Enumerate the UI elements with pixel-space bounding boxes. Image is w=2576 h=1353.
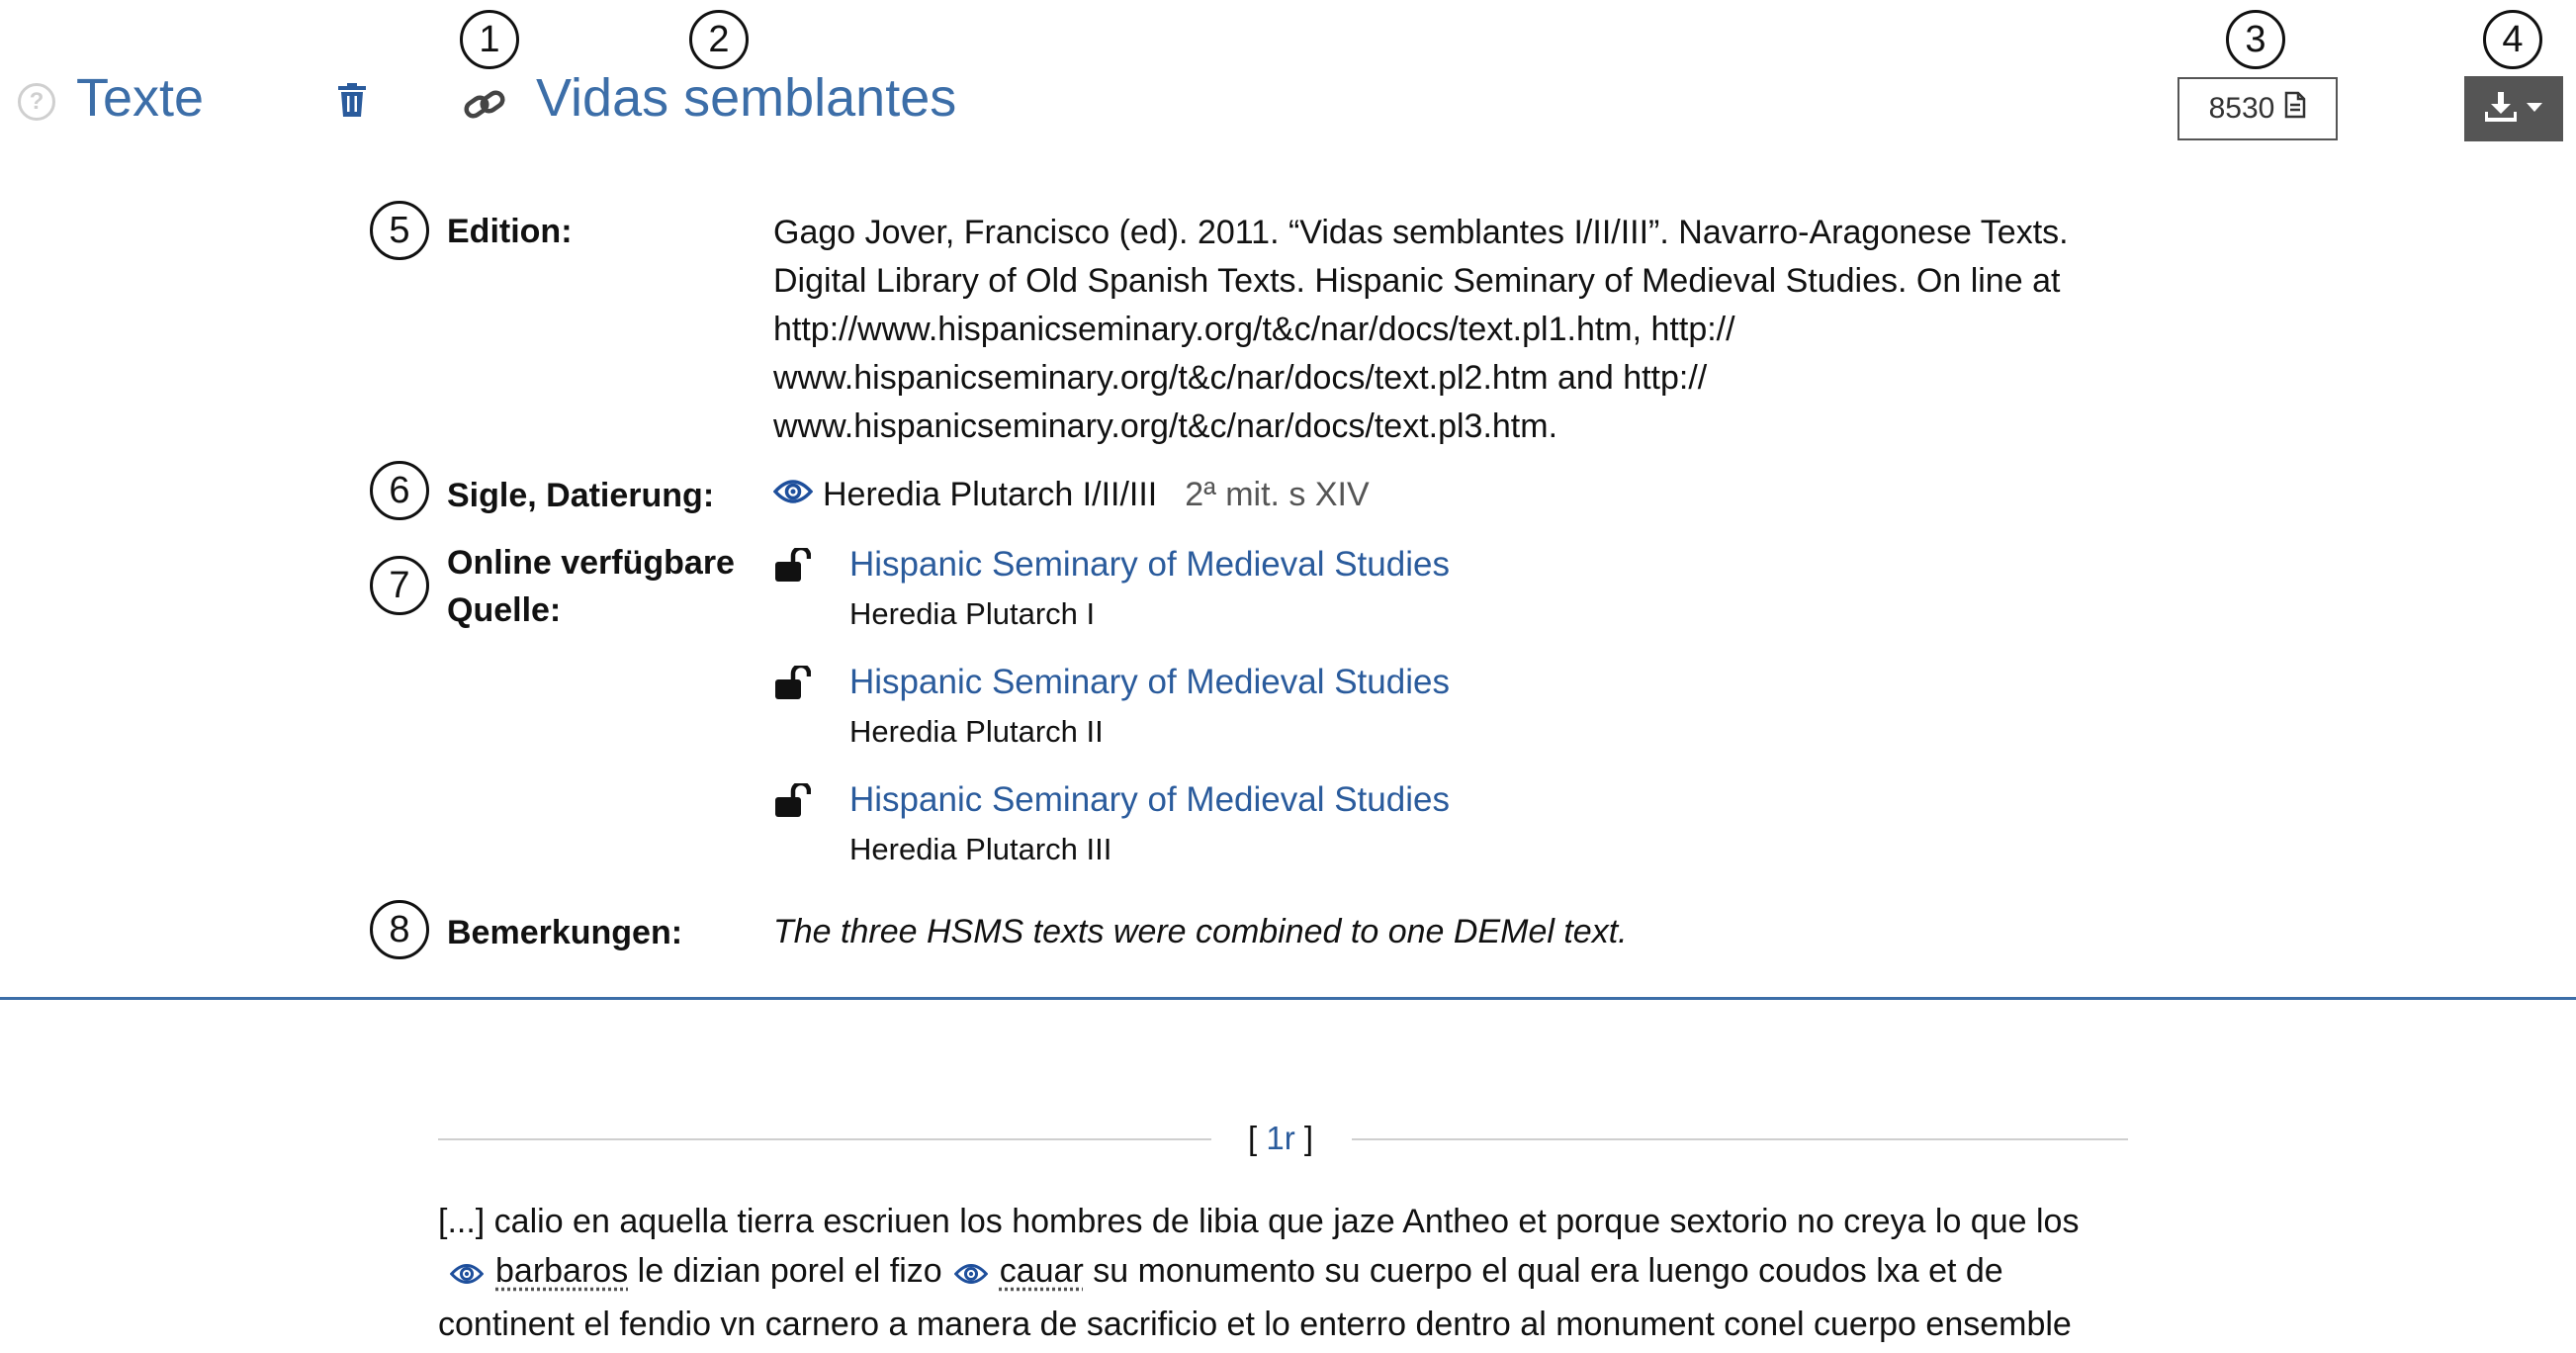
section-title[interactable]: Texte [76, 68, 205, 128]
source-link[interactable]: Hispanic Seminary of Medieval Studies [849, 663, 1450, 701]
unlock-icon [775, 666, 811, 704]
section-divider [0, 997, 2576, 1000]
unlock-icon [775, 548, 811, 586]
folio-rule-right [1352, 1138, 2128, 1140]
edition-line: http://www.hispanicseminary.org/t&c/nar/docs/text.pl1.htm, http:// [773, 311, 1735, 348]
edition-line: www.hispanicseminary.org/t&c/nar/docs/text.pl3.htm. [773, 407, 1558, 445]
source-detail: Heredia Plutarch III [849, 832, 1112, 866]
link-icon[interactable] [463, 85, 506, 130]
callout-3: 3 [2226, 10, 2285, 69]
text-body [438, 1197, 2139, 1349]
text-line: barbaros le dizian porel el fizo cauar su monumento su cuerpo el qual era luengo coudos lxa et de [438, 1246, 2139, 1300]
callout-7: 7 [370, 556, 429, 615]
word-count: 8530 [2208, 92, 2275, 125]
callout-5: 5 [370, 201, 429, 260]
folio-link[interactable]: 1r [1266, 1120, 1295, 1156]
edition-line: Gago Jover, Francisco (ed). 2011. “Vidas semblantes I/II/III”. Navarro-Aragonese Texts. [773, 214, 2069, 251]
folio-marker: [ 1r ] [1248, 1120, 1314, 1156]
text-title: Vidas semblantes [536, 68, 957, 128]
callout-2: 2 [689, 10, 749, 69]
date-text: 2ª mit. s XIV [1185, 476, 1370, 513]
word-count-box[interactable] [2177, 77, 2338, 140]
remarks-label: Bemerkungen: [447, 914, 683, 951]
sigle-text: Heredia Plutarch I/II/III [823, 476, 1158, 513]
edition-label: Edition: [447, 213, 573, 250]
annotated-word[interactable]: cauar [999, 1252, 1084, 1290]
edition-line: www.hispanicseminary.org/t&c/nar/docs/text.pl2.htm and http:// [773, 359, 1708, 397]
download-icon [2485, 92, 2517, 127]
edition-line: Digital Library of Old Spanish Texts. Hispanic Seminary of Medieval Studies. On line at [773, 262, 2061, 300]
source-detail: Heredia Plutarch I [849, 596, 1096, 631]
remarks-value: The three HSMS texts were combined to one DEMel text. [773, 913, 1628, 950]
source-detail: Heredia Plutarch II [849, 714, 1104, 749]
callout-1: 1 [460, 10, 519, 69]
help-icon[interactable]: ? [18, 83, 55, 121]
callout-4: 4 [2483, 10, 2542, 69]
callout-8: 8 [370, 900, 429, 959]
sigle-label: Sigle, Datierung: [447, 477, 715, 514]
folio-rule-left [438, 1138, 1211, 1140]
caret-down-icon [2527, 100, 2542, 118]
annotated-word[interactable]: barbaros [495, 1252, 629, 1290]
sigle-value [773, 471, 1370, 519]
eye-icon[interactable] [773, 471, 813, 519]
unlock-icon [775, 783, 811, 822]
source-link[interactable]: Hispanic Seminary of Medieval Studies [849, 780, 1450, 819]
trash-icon[interactable] [338, 83, 366, 122]
document-icon [2284, 91, 2306, 127]
text-line: continent el fendio vn carnero a manera de sacrificio et lo enterro dentro al monument conel cuerpo ensemble [438, 1306, 2072, 1343]
eye-icon[interactable] [954, 1250, 988, 1300]
source-link[interactable]: Hispanic Seminary of Medieval Studies [849, 545, 1450, 584]
text-line: [...] calio en aquella tierra escriuen los hombres de libia que jaze Antheo et porque sextorio no creya lo que los [438, 1203, 2080, 1240]
download-button[interactable] [2464, 76, 2563, 141]
source-label: Online verfügbare Quelle: [447, 544, 735, 629]
edition-value [773, 209, 2158, 451]
callout-6: 6 [370, 461, 429, 520]
eye-icon[interactable] [450, 1250, 484, 1300]
